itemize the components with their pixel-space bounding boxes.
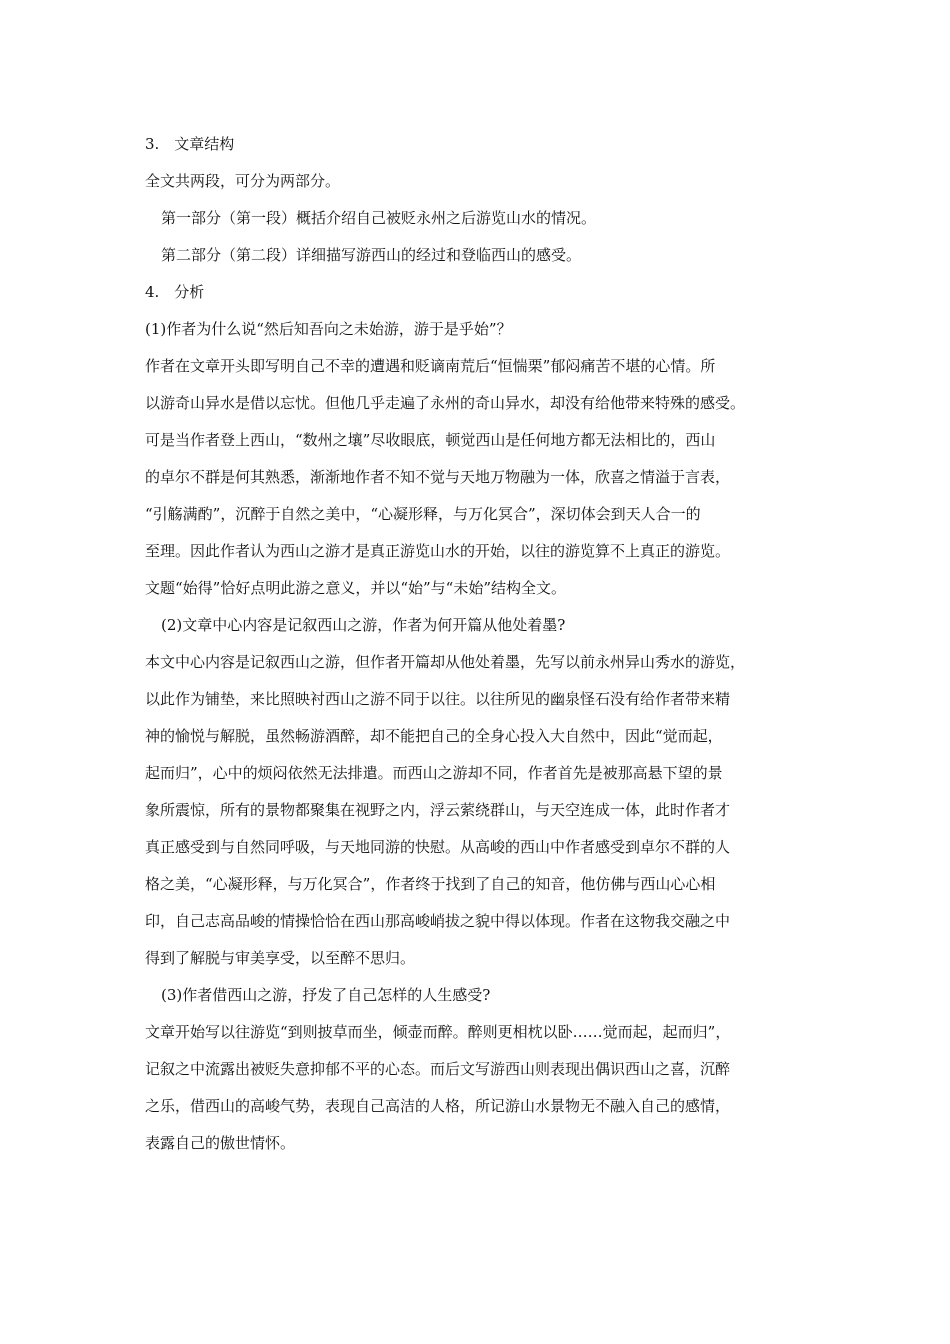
question-1: (1)作者为什么说“然后知吾向之未始游，游于是乎始”？ bbox=[145, 320, 512, 338]
answer-1-line: “引觞满酌”，沉醉于自然之美中，“心凝形释，与万化冥合”，深切体会到天人合一的 bbox=[145, 505, 701, 523]
answer-2-line: 真正感受到与自然同呼吸，与天地同游的快慰。从高峻的西山中作者感受到卓尔不群的人 bbox=[145, 838, 731, 856]
question-3: (3)作者借西山之游，抒发了自己怎样的人生感受? bbox=[161, 986, 491, 1004]
answer-2-line: 得到了解脱与审美享受，以至醉不思归。 bbox=[145, 949, 416, 967]
answer-3-line: 记叙之中流露出被贬失意抑郁不平的心态。而后文写游西山则表现出偶识西山之喜，沉醉 bbox=[145, 1060, 731, 1078]
answer-2-line: 印，自己志高品峻的情操恰恰在西山那高峻峭拔之貌中得以体现。作者在这物我交融之中 bbox=[145, 912, 731, 930]
question-2: (2)文章中心内容是记叙西山之游，作者为何开篇从他处着墨? bbox=[161, 616, 566, 634]
answer-1-line: 作者在文章开头即写明自己不幸的遭遇和贬谪南荒后“恒惴栗”郁闷痛苦不堪的心情。所 bbox=[145, 357, 716, 375]
answer-3 bbox=[145, 1014, 815, 1162]
answer-3-line: 文章开始写以往游览“到则披草而坐，倾壶而醉。醉则更相枕以卧……觉而起，起而归”， bbox=[145, 1023, 731, 1041]
answer-1-line: 文题“始得”恰好点明此游之意义，并以“始”与“未始”结构全文。 bbox=[145, 579, 567, 597]
answer-1-line: 至理。因此作者认为西山之游才是真正游览山水的开始，以往的游览算不上真正的游览。 bbox=[145, 542, 731, 560]
answer-2-line: 神的愉悦与解脱，虽然畅游酒醉，却不能把自己的全身心投入大自然中，因此“觉而起， bbox=[145, 727, 723, 745]
answer-1-line: 的卓尔不群是何其熟悉，渐渐地作者不知不觉与天地万物融为一体，欣喜之情溢于言表， bbox=[145, 468, 731, 486]
answer-1 bbox=[145, 348, 815, 607]
answer-2-line: 本文中心内容是记叙西山之游，但作者开篇却从他处着墨，先写以前永州异山秀水的游览， bbox=[145, 653, 746, 671]
section-3-intro: 全文共两段，可分为两部分。 bbox=[145, 172, 341, 190]
answer-2-line: 象所震惊，所有的景物都聚集在视野之内，浮云萦绕群山，与天空连成一体，此时作者才 bbox=[145, 801, 731, 819]
section-3-heading: 3. 文章结构 bbox=[145, 135, 235, 153]
answer-3-line: 表露自己的傲世情怀。 bbox=[145, 1134, 296, 1152]
document-body bbox=[145, 126, 815, 1162]
answer-1-line: 可是当作者登上西山，“数州之壤”尽收眼底，顿觉西山是任何地方都无法相比的，西山 bbox=[145, 431, 716, 449]
answer-1-line: 以游奇山异水是借以忘忧。但他几乎走遍了永州的奇山异水，却没有给他带来特殊的感受。 bbox=[145, 394, 746, 412]
answer-3-line: 之乐，借西山的高峻气势，表现自己高洁的人格，所记游山水景物无不融入自己的感情， bbox=[145, 1097, 731, 1115]
answer-2 bbox=[145, 644, 815, 977]
section-3-part-2: 第二部分（第二段）详细描写游西山的经过和登临西山的感受。 bbox=[161, 246, 582, 264]
answer-2-line: 以此作为铺垫，来比照映衬西山之游不同于以往。以往所见的幽泉怪石没有给作者带来精 bbox=[145, 690, 731, 708]
answer-2-line: 格之美，“心凝形释，与万化冥合”，作者终于找到了自己的知音，他仿佛与西山心心相 bbox=[145, 875, 716, 893]
section-4-heading: 4. 分析 bbox=[145, 283, 205, 301]
section-3-part-1: 第一部分（第一段）概括介绍自己被贬永州之后游览山水的情况。 bbox=[161, 209, 597, 227]
answer-2-line: 起而归”，心中的烦闷依然无法排遣。而西山之游却不同，作者首先是被那高悬下望的景 bbox=[145, 764, 723, 782]
